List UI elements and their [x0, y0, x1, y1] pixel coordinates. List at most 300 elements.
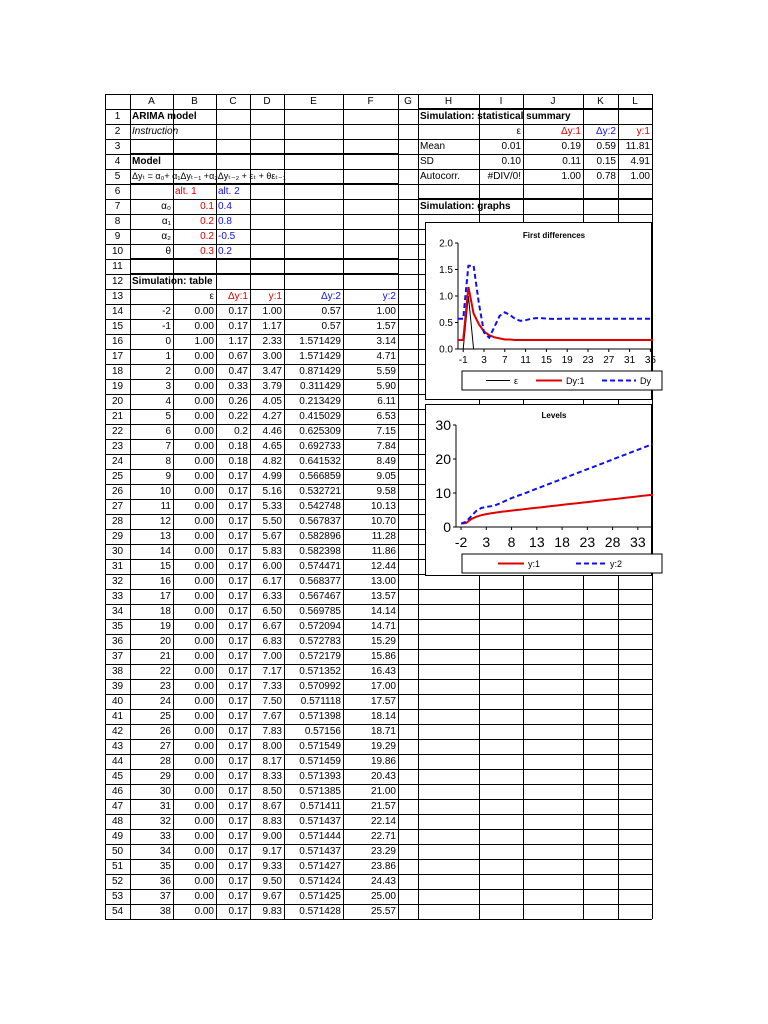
sim-table-cell[interactable]: 0.00 — [194, 801, 214, 812]
sim-table-cell[interactable]: 5.50 — [262, 516, 282, 527]
summary-value[interactable]: 1.00 — [630, 171, 650, 182]
summary-header[interactable]: y:1 — [636, 126, 650, 137]
sim-table-cell[interactable]: 0.00 — [194, 411, 214, 422]
sim-table-cell[interactable]: 5.83 — [262, 546, 282, 557]
sim-table-cell[interactable]: 0.571393 — [299, 771, 341, 782]
sim-table-cell[interactable]: 0.00 — [194, 561, 214, 572]
sim-table-cell[interactable]: 0.17 — [228, 861, 248, 872]
sim-table-cell[interactable]: 3.00 — [262, 351, 282, 362]
row-number[interactable]: 24 — [111, 456, 124, 467]
sim-table-cell[interactable]: 22 — [159, 666, 171, 677]
row-number[interactable]: 7 — [114, 201, 121, 212]
row-number[interactable]: 8 — [114, 216, 121, 227]
row-number[interactable]: 31 — [111, 561, 124, 572]
row-number[interactable]: 27 — [111, 501, 124, 512]
row-number[interactable]: 36 — [111, 636, 124, 647]
sim-table-cell[interactable]: 28 — [159, 756, 171, 767]
sim-table-cell[interactable]: 13.57 — [370, 591, 396, 602]
sim-table-cell[interactable]: 0.17 — [228, 306, 248, 317]
sim-table-cell[interactable]: 0.47 — [228, 366, 248, 377]
sim-table-cell[interactable]: 14 — [159, 546, 171, 557]
sim-table-cell[interactable]: 0.415029 — [299, 411, 341, 422]
sim-table-cell[interactable]: 0.00 — [194, 516, 214, 527]
row-number[interactable]: 38 — [111, 666, 124, 677]
param-alt2-value[interactable]: -0.5 — [218, 231, 236, 242]
row-number[interactable]: 29 — [111, 531, 124, 542]
sim-table-cell[interactable]: 21.00 — [370, 786, 396, 797]
sim-table-cell[interactable]: 11 — [160, 501, 171, 512]
sim-table-cell[interactable]: 2.33 — [262, 336, 282, 347]
sim-table-cell[interactable]: 18.14 — [370, 711, 396, 722]
sim-table-cell[interactable]: 9.50 — [262, 876, 282, 887]
sim-table-cell[interactable]: 32 — [159, 816, 171, 827]
column-header-e[interactable]: E — [310, 96, 317, 107]
sim-table-cell[interactable]: 0.625309 — [299, 426, 341, 437]
sim-table-cell[interactable]: 1.17 — [228, 336, 248, 347]
row-number[interactable]: 14 — [111, 306, 124, 317]
sim-table-cell[interactable]: 17.57 — [370, 696, 396, 707]
sim-table-cell[interactable]: 0.571549 — [299, 741, 341, 752]
sim-table-cell[interactable]: 0.00 — [194, 456, 214, 467]
sim-table-cell[interactable]: 16.43 — [370, 666, 396, 677]
sim-table-cell[interactable]: 1.571429 — [299, 351, 341, 362]
sim-table-cell[interactable]: 0.00 — [194, 366, 214, 377]
sim-table-cell[interactable]: 0.00 — [194, 681, 214, 692]
row-number[interactable]: 40 — [111, 696, 124, 707]
sim-table-cell[interactable]: 0.18 — [228, 456, 248, 467]
sim-table-cell[interactable]: 0.571425 — [299, 891, 341, 902]
row-number[interactable]: 46 — [111, 786, 124, 797]
param-label[interactable]: θ — [165, 246, 171, 257]
row-number[interactable]: 10 — [111, 246, 124, 257]
sim-table-cell[interactable]: 1.57 — [376, 321, 396, 332]
sim-table-cell[interactable]: 0.17 — [228, 816, 248, 827]
sim-table-cell[interactable]: 3.79 — [262, 381, 282, 392]
sim-table-cell[interactable]: 3 — [165, 381, 171, 392]
column-header-l[interactable]: L — [632, 96, 638, 107]
sim-table-cell[interactable]: 0.582896 — [299, 531, 341, 542]
sim-table-cell[interactable]: 8.33 — [262, 771, 282, 782]
column-header-c[interactable]: C — [229, 96, 237, 107]
sim-table-cell[interactable]: 0.00 — [194, 876, 214, 887]
sim-table-cell[interactable]: 0.532721 — [299, 486, 341, 497]
row-number[interactable]: 30 — [111, 546, 124, 557]
sim-table-cell[interactable]: 4.27 — [262, 411, 282, 422]
sim-table-cell[interactable]: 0.571437 — [299, 816, 341, 827]
sim-table-cell[interactable]: 5.67 — [262, 531, 282, 542]
row-number[interactable]: 48 — [111, 816, 124, 827]
row-number[interactable]: 51 — [111, 861, 124, 872]
summary-header[interactable]: Δy:2 — [595, 126, 616, 137]
sim-table-cell[interactable]: 0.00 — [194, 891, 214, 902]
sim-table-cell[interactable]: 25.57 — [370, 906, 396, 917]
sim-table-cell[interactable]: 0.582398 — [299, 546, 341, 557]
sim-table-cell[interactable]: 7.33 — [262, 681, 282, 692]
sim-table-cell[interactable]: 1.00 — [262, 306, 282, 317]
param-alt1-value[interactable]: 0.2 — [200, 231, 214, 242]
sim-table-cell[interactable]: 24 — [159, 696, 171, 707]
row-number[interactable]: 53 — [111, 891, 124, 902]
sim-table-cell[interactable]: 1.571429 — [299, 336, 341, 347]
sim-table-cell[interactable]: 0.17 — [228, 831, 248, 842]
sim-table-header[interactable]: Δy:2 — [320, 291, 341, 302]
sim-table-cell[interactable]: 8.49 — [376, 456, 396, 467]
sim-table-cell[interactable]: 21.57 — [370, 801, 396, 812]
param-label[interactable]: α₁ — [161, 216, 171, 227]
sim-table-cell[interactable]: 0.571352 — [299, 666, 341, 677]
summary-value[interactable]: 0.10 — [501, 156, 521, 167]
sim-table-cell[interactable]: 7.17 — [262, 666, 282, 677]
sim-table-cell[interactable]: 34 — [159, 846, 171, 857]
sim-table-cell[interactable]: 9.00 — [262, 831, 282, 842]
sim-table-cell[interactable]: 0.17 — [228, 531, 248, 542]
sim-table-cell[interactable]: 11.28 — [371, 531, 396, 542]
row-number[interactable]: 9 — [114, 231, 121, 242]
sim-table-cell[interactable]: 4 — [165, 396, 171, 407]
sim-table-cell[interactable]: 0.00 — [194, 351, 214, 362]
sim-table-cell[interactable]: 6 — [165, 426, 171, 437]
sim-table-cell[interactable]: 0.57 — [321, 306, 341, 317]
sim-table-cell[interactable]: 0.17 — [228, 621, 248, 632]
instruction-label[interactable]: Instruction — [132, 126, 179, 137]
sim-table-cell[interactable]: 0.00 — [194, 651, 214, 662]
sim-table-cell[interactable]: 31 — [159, 801, 171, 812]
sim-table-cell[interactable]: 0.871429 — [299, 366, 341, 377]
row-number[interactable]: 20 — [111, 396, 124, 407]
summary-row-label[interactable]: SD — [420, 156, 434, 167]
sim-table-cell[interactable]: 10.13 — [370, 501, 396, 512]
sim-table-cell[interactable]: 7 — [165, 441, 171, 452]
sim-table-cell[interactable]: 8 — [165, 456, 171, 467]
sim-table-cell[interactable]: 9 — [165, 471, 171, 482]
column-header-h[interactable]: H — [444, 96, 453, 107]
row-number[interactable]: 47 — [111, 801, 124, 812]
row-number[interactable]: 23 — [111, 441, 124, 452]
row-number[interactable]: 3 — [114, 141, 121, 152]
graphs-title[interactable]: Simulation: graphs — [420, 201, 511, 212]
sim-table-cell[interactable]: 5.90 — [376, 381, 396, 392]
sim-table-cell[interactable]: 17 — [159, 591, 171, 602]
sim-table-cell[interactable]: 0.00 — [194, 486, 214, 497]
sim-table-cell[interactable]: 0.57 — [321, 321, 341, 332]
param-alt2-value[interactable]: 0.8 — [218, 216, 232, 227]
row-number[interactable]: 32 — [111, 576, 124, 587]
summary-value[interactable]: 0.19 — [561, 141, 581, 152]
row-number[interactable]: 16 — [111, 336, 124, 347]
sim-table-cell[interactable]: 0.17 — [228, 726, 248, 737]
sim-table-cell[interactable]: 13.00 — [370, 576, 396, 587]
sim-table-cell[interactable]: 18 — [159, 606, 171, 617]
sim-table-title[interactable]: Simulation: table — [132, 276, 213, 287]
row-number[interactable]: 54 — [111, 906, 124, 917]
sim-table-cell[interactable]: 19.29 — [370, 741, 396, 752]
sim-table-cell[interactable]: 0.571411 — [300, 801, 341, 812]
sim-table-cell[interactable]: 8.17 — [262, 756, 282, 767]
sim-table-cell[interactable]: 15 — [159, 561, 171, 572]
row-number[interactable]: 21 — [111, 411, 124, 422]
sim-table-cell[interactable]: 2 — [165, 366, 171, 377]
sim-table-cell[interactable]: 6.83 — [262, 636, 282, 647]
sim-table-cell[interactable]: 19 — [159, 621, 171, 632]
sim-table-cell[interactable]: 19.86 — [370, 756, 396, 767]
sim-table-cell[interactable]: 20 — [159, 636, 171, 647]
sim-table-cell[interactable]: 0.00 — [194, 321, 214, 332]
column-header-d[interactable]: D — [263, 96, 271, 107]
summary-header[interactable]: ε — [516, 126, 521, 137]
sim-table-cell[interactable]: 0.17 — [228, 681, 248, 692]
sim-table-cell[interactable]: 0.17 — [228, 501, 248, 512]
sim-table-cell[interactable]: 23.86 — [370, 861, 396, 872]
row-number[interactable]: 6 — [114, 186, 121, 197]
sim-table-cell[interactable]: 0.00 — [194, 786, 214, 797]
column-header-g[interactable]: G — [404, 96, 412, 107]
sim-table-cell[interactable]: 0.571428 — [299, 906, 341, 917]
row-number[interactable]: 22 — [111, 426, 124, 437]
sim-table-cell[interactable]: 27 — [159, 741, 171, 752]
row-number[interactable]: 42 — [111, 726, 124, 737]
sim-table-cell[interactable]: 0.569785 — [299, 606, 341, 617]
sim-table-cell[interactable]: 0.572094 — [299, 621, 341, 632]
row-number[interactable]: 26 — [111, 486, 124, 497]
row-number[interactable]: 13 — [111, 291, 124, 302]
sim-table-cell[interactable]: 0.00 — [194, 861, 214, 872]
sim-table-cell[interactable]: 0.00 — [194, 381, 214, 392]
sim-table-cell[interactable]: 10.70 — [370, 516, 396, 527]
row-number[interactable]: 11 — [112, 261, 123, 272]
sim-table-cell[interactable]: 0.17 — [228, 636, 248, 647]
row-number[interactable]: 18 — [111, 366, 124, 377]
summary-value[interactable]: 4.91 — [630, 156, 650, 167]
sim-table-cell[interactable]: 26 — [159, 726, 171, 737]
sim-table-cell[interactable]: 6.50 — [262, 606, 282, 617]
sim-table-cell[interactable]: 5 — [165, 411, 171, 422]
sim-table-cell[interactable]: 0.00 — [194, 396, 214, 407]
sim-table-cell[interactable]: 9.83 — [262, 906, 282, 917]
sim-table-cell[interactable]: 0.00 — [194, 756, 214, 767]
param-alt2-value[interactable]: 0.2 — [218, 246, 232, 257]
sim-table-cell[interactable]: 0.571398 — [299, 711, 341, 722]
summary-value[interactable]: 0.59 — [596, 141, 616, 152]
sim-table-cell[interactable]: 0.17 — [228, 876, 248, 887]
sim-table-cell[interactable]: 25.00 — [370, 891, 396, 902]
sim-table-cell[interactable]: 0.572783 — [299, 636, 341, 647]
row-number[interactable]: 12 — [111, 276, 124, 287]
sim-table-cell[interactable]: 0.00 — [194, 426, 214, 437]
sim-table-cell[interactable]: 7.15 — [376, 426, 396, 437]
sim-table-cell[interactable]: 0.18 — [228, 441, 248, 452]
sim-table-cell[interactable]: 4.71 — [376, 351, 396, 362]
sim-table-cell[interactable]: 0.17 — [228, 591, 248, 602]
sim-table-cell[interactable]: 0.17 — [228, 711, 248, 722]
sim-table-cell[interactable]: 0.00 — [194, 531, 214, 542]
column-header-j[interactable]: J — [550, 96, 556, 107]
row-number[interactable]: 5 — [114, 171, 121, 182]
sim-table-cell[interactable]: 22.71 — [370, 831, 396, 842]
sim-table-cell[interactable]: 0.17 — [228, 486, 248, 497]
sim-table-cell[interactable]: 0.572179 — [299, 651, 341, 662]
sim-table-cell[interactable]: 1.00 — [194, 336, 214, 347]
sim-table-cell[interactable]: 35 — [159, 861, 171, 872]
sim-table-cell[interactable]: 38 — [159, 906, 171, 917]
row-number[interactable]: 44 — [111, 756, 124, 767]
sim-table-cell[interactable]: 20.43 — [370, 771, 396, 782]
sim-table-cell[interactable]: 0.00 — [194, 846, 214, 857]
summary-header[interactable]: Δy:1 — [560, 126, 581, 137]
sim-table-cell[interactable]: 4.46 — [262, 426, 282, 437]
column-header-f[interactable]: F — [367, 96, 374, 107]
sim-table-cell[interactable]: 0.00 — [194, 726, 214, 737]
sim-table-cell[interactable]: 14.14 — [370, 606, 396, 617]
sim-table-cell[interactable]: 23.29 — [370, 846, 396, 857]
column-header-i[interactable]: I — [499, 96, 503, 107]
summary-title[interactable]: Simulation: statistical summary — [420, 111, 571, 122]
sim-table-cell[interactable]: -1 — [162, 321, 171, 332]
sim-table-cell[interactable]: 0.17 — [228, 786, 248, 797]
sim-table-cell[interactable]: 0.17 — [228, 666, 248, 677]
sim-table-cell[interactable]: 0.00 — [194, 501, 214, 512]
sim-table-cell[interactable]: 0.17 — [228, 801, 248, 812]
param-alt1-value[interactable]: 0.1 — [200, 201, 214, 212]
sim-table-cell[interactable]: 0.00 — [194, 576, 214, 587]
param-label[interactable]: α₂ — [161, 231, 171, 242]
summary-value[interactable]: 1.00 — [561, 171, 581, 182]
sim-table-cell[interactable]: 0.17 — [228, 321, 248, 332]
sim-table-cell[interactable]: 30 — [159, 786, 171, 797]
sim-table-cell[interactable]: 11.86 — [371, 546, 396, 557]
sim-table-cell[interactable]: 0.17 — [228, 756, 248, 767]
sim-table-cell[interactable]: 9.05 — [376, 471, 396, 482]
sim-table-cell[interactable]: 0.67 — [228, 351, 248, 362]
sim-table-cell[interactable]: 0.26 — [228, 396, 248, 407]
row-number[interactable]: 45 — [111, 771, 124, 782]
sim-table-cell[interactable]: 0.17 — [228, 651, 248, 662]
sim-table-cell[interactable]: 0.00 — [194, 666, 214, 677]
row-number[interactable]: 17 — [111, 351, 124, 362]
sim-table-cell[interactable]: 0.17 — [228, 846, 248, 857]
sim-table-cell[interactable]: 0.17 — [228, 561, 248, 572]
param-alt1-value[interactable]: 0.3 — [200, 246, 214, 257]
sim-table-cell[interactable]: 25 — [159, 711, 171, 722]
sim-table-cell[interactable]: 0.17 — [228, 771, 248, 782]
sim-table-cell[interactable]: 0.571385 — [299, 786, 341, 797]
param-label[interactable]: α₀ — [161, 201, 171, 212]
sim-table-cell[interactable]: 0.00 — [194, 441, 214, 452]
row-number[interactable]: 33 — [111, 591, 124, 602]
model-title[interactable]: ARIMA model — [132, 111, 197, 122]
sim-table-cell[interactable]: 0.213429 — [299, 396, 341, 407]
sim-table-cell[interactable]: 9.67 — [262, 891, 282, 902]
sim-table-cell[interactable]: 9.33 — [262, 861, 282, 872]
sim-table-cell[interactable]: 0.17 — [228, 741, 248, 752]
sim-table-cell[interactable]: 9.58 — [376, 486, 396, 497]
row-number[interactable]: 34 — [111, 606, 124, 617]
sim-table-cell[interactable]: 0.00 — [194, 591, 214, 602]
sim-table-header[interactable]: Δy:1 — [227, 291, 248, 302]
sim-table-cell[interactable]: 7.67 — [262, 711, 282, 722]
summary-value[interactable]: 0.11 — [562, 156, 581, 167]
sim-table-cell[interactable]: 3.47 — [262, 366, 282, 377]
sim-table-cell[interactable]: 0.17 — [228, 906, 248, 917]
row-number[interactable]: 2 — [114, 126, 121, 137]
row-number[interactable]: 50 — [111, 846, 124, 857]
param-alt2-value[interactable]: 0.4 — [218, 201, 232, 212]
row-number[interactable]: 19 — [111, 381, 124, 392]
sim-table-cell[interactable]: 7.50 — [262, 696, 282, 707]
summary-row-label[interactable]: Mean — [420, 141, 446, 152]
row-number[interactable]: 15 — [111, 321, 124, 332]
sim-table-cell[interactable]: 21 — [159, 651, 171, 662]
summary-value[interactable]: 11.81 — [625, 141, 650, 152]
sim-table-cell[interactable]: 37 — [159, 891, 171, 902]
sim-table-cell[interactable]: 23 — [159, 681, 171, 692]
sim-table-cell[interactable]: 16 — [159, 576, 171, 587]
sim-table-cell[interactable]: 1 — [165, 351, 171, 362]
row-number[interactable]: 43 — [111, 741, 124, 752]
sim-table-cell[interactable]: 6.11 — [377, 396, 396, 407]
sim-table-cell[interactable]: 0.571118 — [300, 696, 341, 707]
sim-table-cell[interactable]: 7.00 — [262, 651, 282, 662]
row-number[interactable]: 35 — [111, 621, 124, 632]
sim-table-cell[interactable]: 0.574471 — [299, 561, 341, 572]
sim-table-cell[interactable]: 4.05 — [262, 396, 282, 407]
sim-table-cell[interactable]: 6.33 — [262, 591, 282, 602]
sim-table-cell[interactable]: 4.82 — [262, 456, 282, 467]
sim-table-cell[interactable]: 0.571424 — [299, 876, 341, 887]
sim-table-cell[interactable]: 0.542748 — [299, 501, 341, 512]
row-number[interactable]: 37 — [111, 651, 124, 662]
row-number[interactable]: 25 — [111, 471, 124, 482]
sim-table-cell[interactable]: 0.00 — [194, 606, 214, 617]
summary-value[interactable]: 0.15 — [596, 156, 616, 167]
sim-table-cell[interactable]: 0.567837 — [299, 516, 341, 527]
sim-table-cell[interactable]: 0.641532 — [299, 456, 341, 467]
alt2-header[interactable]: alt. 2 — [218, 186, 240, 197]
sim-table-cell[interactable]: 8.83 — [262, 816, 282, 827]
model-label[interactable]: Model — [132, 156, 161, 167]
sim-table-cell[interactable]: 33 — [159, 831, 171, 842]
summary-value[interactable]: #DIV/0! — [487, 171, 521, 182]
sim-table-cell[interactable]: 8.00 — [262, 741, 282, 752]
sim-table-cell[interactable]: 0.692733 — [299, 441, 341, 452]
sim-table-cell[interactable]: 0 — [165, 336, 171, 347]
alt1-header[interactable]: alt. 1 — [175, 186, 197, 197]
sim-table-cell[interactable]: 3.14 — [376, 336, 396, 347]
row-number[interactable]: 1 — [114, 111, 121, 122]
sim-table-cell[interactable]: 17.00 — [370, 681, 396, 692]
sim-table-cell[interactable]: 6.00 — [262, 561, 282, 572]
sim-table-cell[interactable]: 0.00 — [194, 816, 214, 827]
sim-table-cell[interactable]: -2 — [162, 306, 171, 317]
sim-table-cell[interactable]: 4.65 — [262, 441, 282, 452]
sim-table-cell[interactable]: 0.17 — [228, 516, 248, 527]
sim-table-cell[interactable]: 0.00 — [194, 771, 214, 782]
sim-table-cell[interactable]: 0.00 — [194, 636, 214, 647]
summary-value[interactable]: 0.78 — [596, 171, 616, 182]
sim-table-header[interactable]: y:2 — [382, 291, 396, 302]
sim-table-cell[interactable]: 0.00 — [194, 711, 214, 722]
sim-table-cell[interactable]: 4.99 — [262, 471, 282, 482]
sim-table-cell[interactable]: 0.17 — [228, 576, 248, 587]
sim-table-cell[interactable]: 0.568377 — [299, 576, 341, 587]
row-number[interactable]: 41 — [111, 711, 124, 722]
sim-table-cell[interactable]: 29 — [159, 771, 171, 782]
sim-table-cell[interactable]: 7.84 — [376, 441, 396, 452]
sim-table-cell[interactable]: 8.67 — [262, 801, 282, 812]
sim-table-cell[interactable]: 0.00 — [194, 741, 214, 752]
sim-table-cell[interactable]: 10 — [159, 486, 171, 497]
sim-table-cell[interactable]: 0.571444 — [299, 831, 341, 842]
sim-table-cell[interactable]: 0.571437 — [299, 846, 341, 857]
